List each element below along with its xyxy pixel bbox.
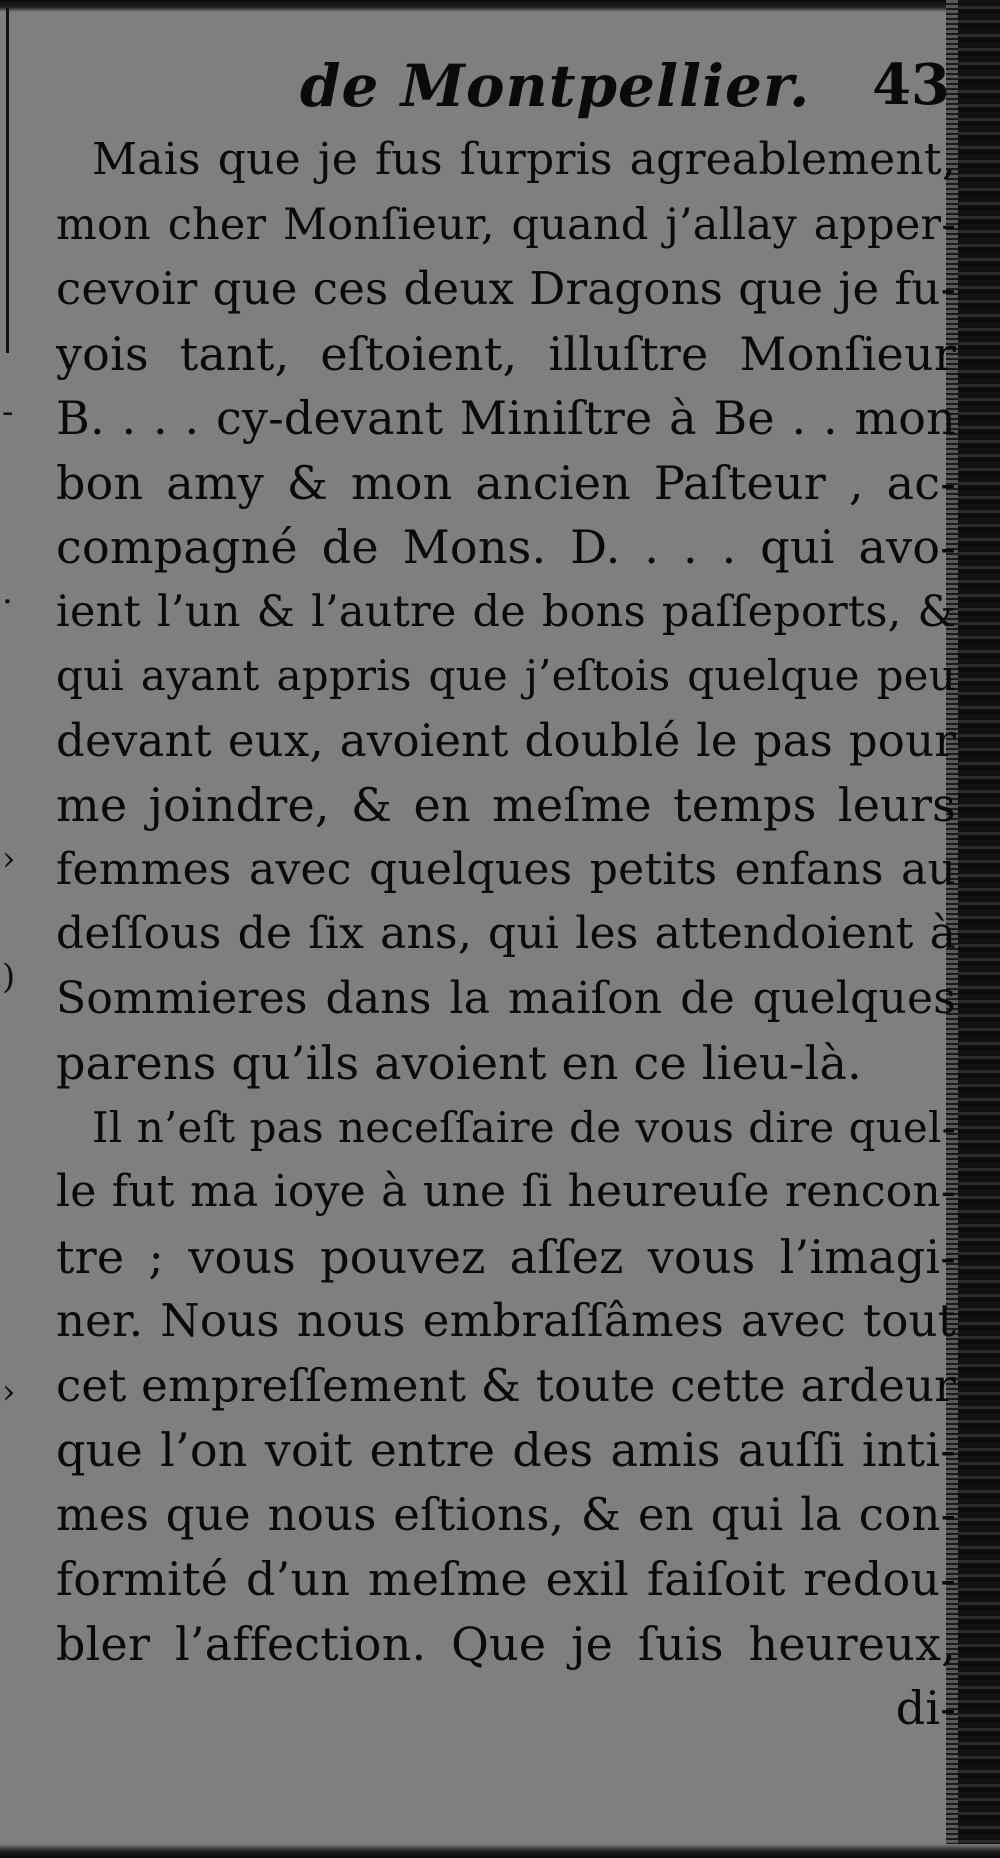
text-line: tre ; vous pouvez aſſez vous l’imagi- bbox=[56, 1229, 956, 1284]
text-line: cevoir que ces deux Dragons que je fu- bbox=[56, 262, 956, 315]
text-line: mon cher Monſieur, quand j’allay apper- bbox=[56, 199, 956, 250]
text-line: mes que nous eſtions, & en qui la con- bbox=[56, 1487, 956, 1541]
text-line: bon amy & mon ancien Paſteur , ac- bbox=[56, 455, 956, 510]
running-head bbox=[290, 52, 950, 132]
text-line: compagné de Mons. D. . . . qui avo- bbox=[56, 520, 956, 574]
margin-speck-icon: › bbox=[2, 1372, 16, 1412]
page-bottom-edge bbox=[0, 1844, 1000, 1858]
text-line: deſſous de ſix ans, qui les attendoient à bbox=[56, 908, 956, 959]
text-line: le fut ma ioye à une ſi heureuſe rencon- bbox=[56, 1166, 956, 1217]
text-line: que l’on voit entre des amis auſſi inti- bbox=[56, 1423, 956, 1477]
text-line: devant eux, avoient doublé le pas pour bbox=[56, 713, 956, 767]
text-line: Sommieres dans la maiſon de quelques bbox=[56, 972, 956, 1024]
text-line: yois tant, eſtoient, illuſtre Monſieur bbox=[56, 326, 956, 381]
text-line: di- bbox=[895, 1681, 956, 1735]
text-line: cet empreſſement & toute cette ardeur bbox=[56, 1358, 956, 1412]
text-line: bler l’affection. Que je ſuis heureux, bbox=[56, 1616, 956, 1671]
body-text bbox=[56, 128, 956, 1741]
margin-speck-icon: › bbox=[2, 839, 16, 879]
text-line: B. . . . cy-devant Miniſtre à Be . . mon bbox=[56, 391, 956, 445]
text-line: femmes avec quelques petits enfans au bbox=[56, 843, 956, 895]
margin-speck-icon: · bbox=[2, 582, 13, 622]
text-line: Il n’eſt pas neceſſaire de vous dire quel- bbox=[92, 1102, 956, 1152]
text-line: ient l’un & l’autre de bons paſſeports, & bbox=[56, 586, 956, 637]
margin-speck-icon: ) bbox=[2, 957, 16, 997]
text-line: me joindre, & en meſme temps leurs bbox=[56, 778, 956, 832]
text-line: parens qu’ils avoient en ce lieu-là. bbox=[56, 1036, 862, 1090]
text-line: ner. Nous nous embraſſâmes avec tout bbox=[56, 1294, 956, 1347]
text-line: formité d’un meſme exil faiſoit redou- bbox=[56, 1552, 956, 1606]
page-number: 43 bbox=[872, 52, 950, 118]
text-line: Mais que je fus ſurpris agreablement, bbox=[92, 134, 956, 185]
running-head-title: de Montpellier. bbox=[300, 52, 811, 120]
page-binding-edge bbox=[958, 0, 1000, 1858]
left-margin-rule bbox=[6, 8, 9, 353]
text-line: qui ayant appris que j’eſtois quelque peu bbox=[56, 651, 956, 700]
page-top-edge bbox=[0, 0, 1000, 12]
margin-speck-icon: - bbox=[2, 392, 14, 432]
